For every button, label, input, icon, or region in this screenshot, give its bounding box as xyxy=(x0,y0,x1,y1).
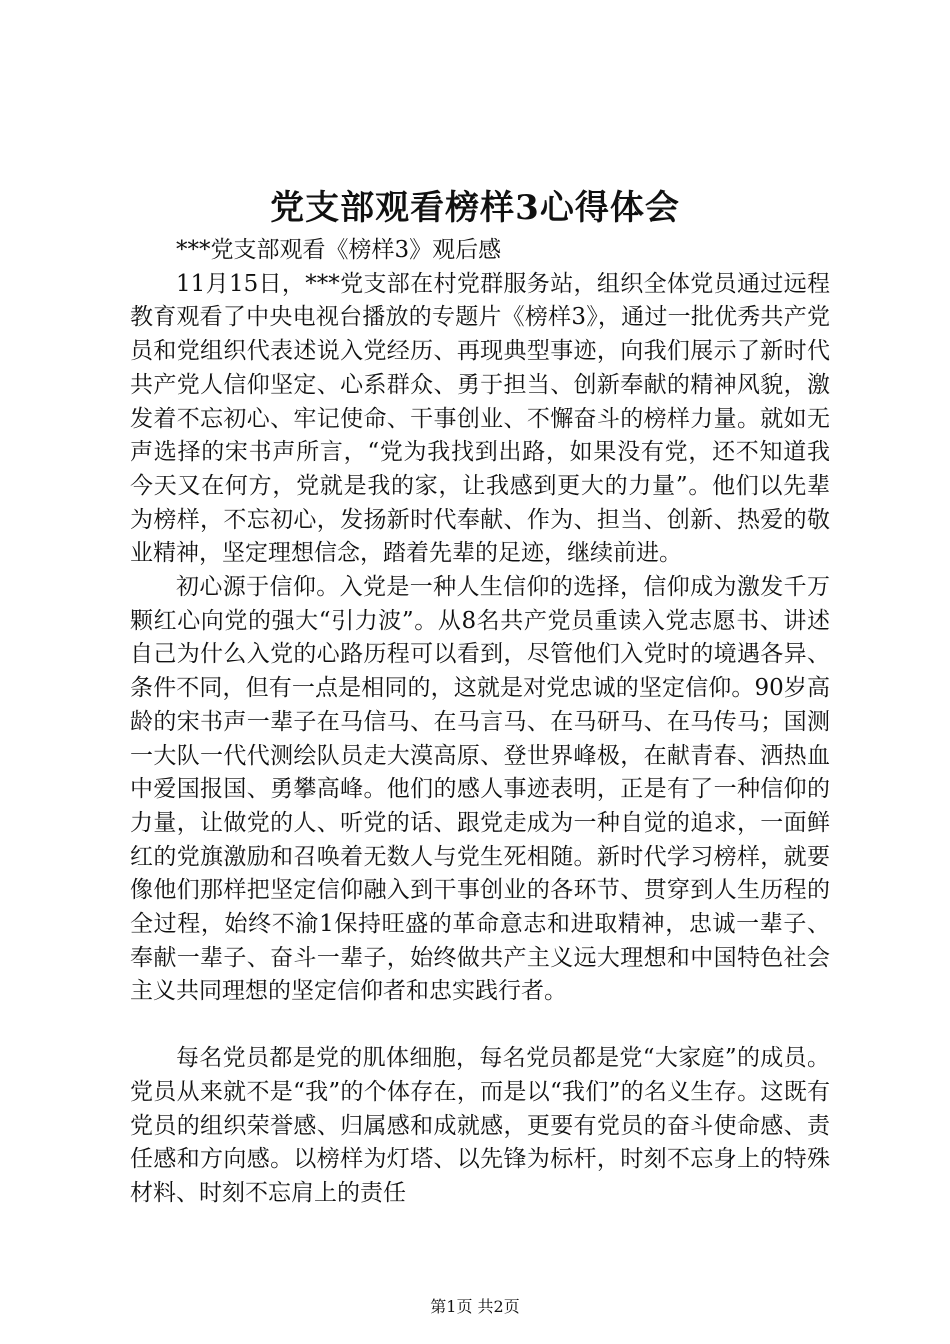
paragraph-3: 每名党员都是党的肌体细胞，每名党员都是党“大家庭”的成员。党员从来就不是“我”的个体存在，而是以“我们”的名义生存。这既有党员的组织荣誉感、归属感和成就感，更要有党员的奋斗使命感、责任感和方向感。以榜样为灯塔、以先锋为标杆，时刻不忘身上的特殊材料、时刻不忘肩上的责任 xyxy=(130,1045,830,1206)
document-subtitle: ***党支部观看《榜样3》观后感 xyxy=(176,237,502,263)
paragraph-1: 11月15日，***党支部在村党群服务站，组织全体党员通过远程教育观看了中央电视台播放的专题片《榜样3》，通过一批优秀共产党员和党组织代表述说入党经历、再现典型事迹，向我们展示了新时代共产党人信仰坚定、心系群众、勇于担当、创新奉献的精神风貌，激发着不忘初心、牢记使命、干事创业、不懈奋斗的榜样力量。就如无声选择的宋书声所言，“党为我找到出路，如果没有党，还不知道我今天又在何方，党就是我的家，让我感到更大的力量”。他们以先辈为榜样，不忘初心，发扬新时代奉献、作为、担当、创新、热爱的敬业精神，坚定理想信念，踏着先辈的足迹，继续前进。 xyxy=(130,270,830,567)
document-body xyxy=(130,234,830,1211)
document-title: 党支部观看榜样3心得体会 xyxy=(270,188,680,228)
paragraph-2: 初心源于信仰。入党是一种人生信仰的选择，信仰成为激发千万颗红心向党的强大“引力波”。从8名共产党员重读入党志愿书、讲述自己为什么入党的心路历程可以看到，尽管他们入党时的境遇各异、条件不同，但有一点是相同的，这就是对党忠诚的坚定信仰。90岁高龄的宋书声一辈子在马信马、在马言马、在马研马、在马传马；国测一大队一代代测绘队员走大漠高原、登世界峰极，在献青春、洒热血中爱国报国、勇攀高峰。他们的感人事迹表明，正是有了一种信仰的力量，让做党的人、听党的话、跟党走成为一种自觉的追求，一面鲜红的党旗激励和召唤着无数人与党生死相随。新时代学习榜样，就要像他们那样把坚定信仰融入到干事创业的各环节、贯穿到人生历程的全过程，始终不渝1保持旺盛的革命意志和进取精神，忠诚一辈子、奉献一辈子、奋斗一辈子，始终做共产主义远大理想和中国特色社会主义共同理想的坚定信仰者和忠实践行者。 xyxy=(130,574,830,1005)
page-footer: 第1页 共2页 xyxy=(430,1297,520,1316)
